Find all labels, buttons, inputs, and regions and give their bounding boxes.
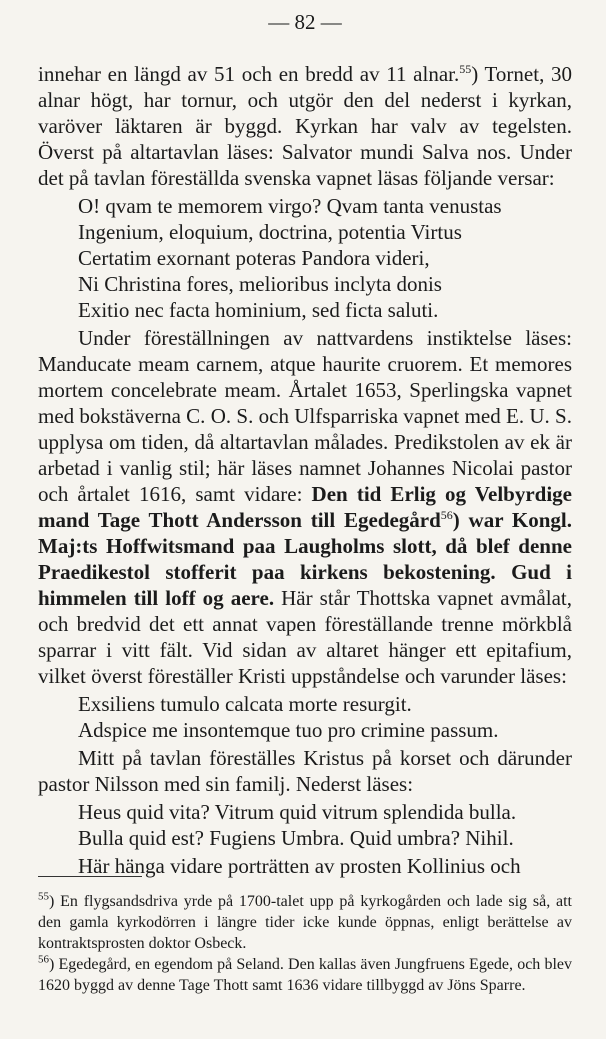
paragraph-4: Här hänga vidare porträtten av prosten Kollinius och <box>78 854 521 878</box>
verse-line: Bulla quid est? Fugiens Umbra. Quid umbra? Nihil. <box>78 826 514 850</box>
main-text <box>38 61 572 879</box>
paragraph-1-part-a: innehar en längd av 51 och en bredd av 11 alnar. <box>38 62 460 86</box>
verse-block-2 <box>78 691 572 743</box>
footnote-text: ) En flygsandsdriva yrde på 1700-talet upp på kyrkogården och lade sig så, att den gamla kyrkodörren i längre tider icke kunde öppnas, enligt berättelse av kontraktsprosten doktor Osbeck. <box>38 893 572 952</box>
paragraph-2-part-b: Här står Thottska vapnet avmålat, och bredvid det ett annat vapen föreställande trenne mörkblå sparrar i vitt fält. Vid sidan av altaret hänger ett epitafium, vilket överst föreställer Kristi uppståndelse och varunder läses: <box>38 586 573 688</box>
paragraph-2-part-a: Under föreställningen av nattvardens instiktelse läses: Manducate meam carnem, atque haurite cruorem. Et memores mortem concelebrate meam. Årtalet 1653, Sperlingska vapnet med bokstäverna C. O. S. och Ulfsparriska vapnet med E. U. S. upplysa om tiden, då altartavlan målades. Predikstolen av ek är arbetad i vanlig stil; här läses namnet Johannes Nicolai pastor och årtalet 1616, samt vidare: <box>38 326 572 506</box>
verse-line: Exsiliens tumulo calcata morte resurgit. <box>78 692 412 716</box>
inscription-bold-a: Den tid Erlig og Velbyrdige mand Tage Thott Andersson till Egedegård <box>38 482 572 532</box>
footnote-number: 56 <box>38 953 49 966</box>
verse-line: Ingenium, eloquium, doctrina, potentia Virtus <box>78 220 462 244</box>
verse-block-3 <box>78 799 572 851</box>
footnote-56 <box>38 954 572 996</box>
paragraph-1-part-b: ) Tornet, 30 alnar högt, har tornur, och utgör den del nederst i kyrkan, varöver läktaren är byggd. Kyrkan har valv av tegelsten. Överst på altartavlan läses: Salvator mundi Salva nos. Under det på tavlan föreställda svenska vapnet läsas följande versar: <box>38 62 573 190</box>
page-number: — 82 — <box>268 10 342 34</box>
verse-line: Adspice me insontemque tuo pro crimine passum. <box>78 718 499 742</box>
paragraph-1 <box>38 61 572 191</box>
verse-line: Exitio nec facta hominium, sed ficta saluti. <box>78 298 439 322</box>
footnote-55 <box>38 891 572 954</box>
footnote-text: ) Egedegård, en egendom på Seland. Den kallas även Jungfruens Egede, och blev 1620 byggd av denne Tage Thott samt 1636 vidare tillbyggd av Jöns Sparre. <box>38 956 572 994</box>
footnote-ref-55: 55 <box>459 62 472 76</box>
inscription-bold-b: ) war Kongl. Maj:ts Hoffwitsmand paa Laugholms slott, då blef denne Praedikestol stofferit paa kirkens bekostening. Gud i himmelen till loff og aere. <box>38 508 572 610</box>
verse-block-1 <box>78 193 572 323</box>
paragraph-2 <box>38 325 572 689</box>
verse-line: Heus quid vita? Vitrum quid vitrum splendida bulla. <box>78 800 517 824</box>
verse-line: O! qvam te memorem virgo? Qvam tanta venustas <box>78 194 502 218</box>
footnotes <box>38 876 572 996</box>
footnote-ref-56: 56 <box>440 508 453 522</box>
paragraph-3: Mitt på tavlan föreställes Kristus på korset och därunder pastor Nilsson med sin familj. Nederst läses: <box>38 746 572 796</box>
footnote-divider <box>38 876 142 877</box>
footnote-number: 55 <box>38 890 49 903</box>
verse-line: Certatim exornant poteras Pandora videri, <box>78 246 430 270</box>
verse-line: Ni Christina fores, melioribus inclyta donis <box>78 272 442 296</box>
